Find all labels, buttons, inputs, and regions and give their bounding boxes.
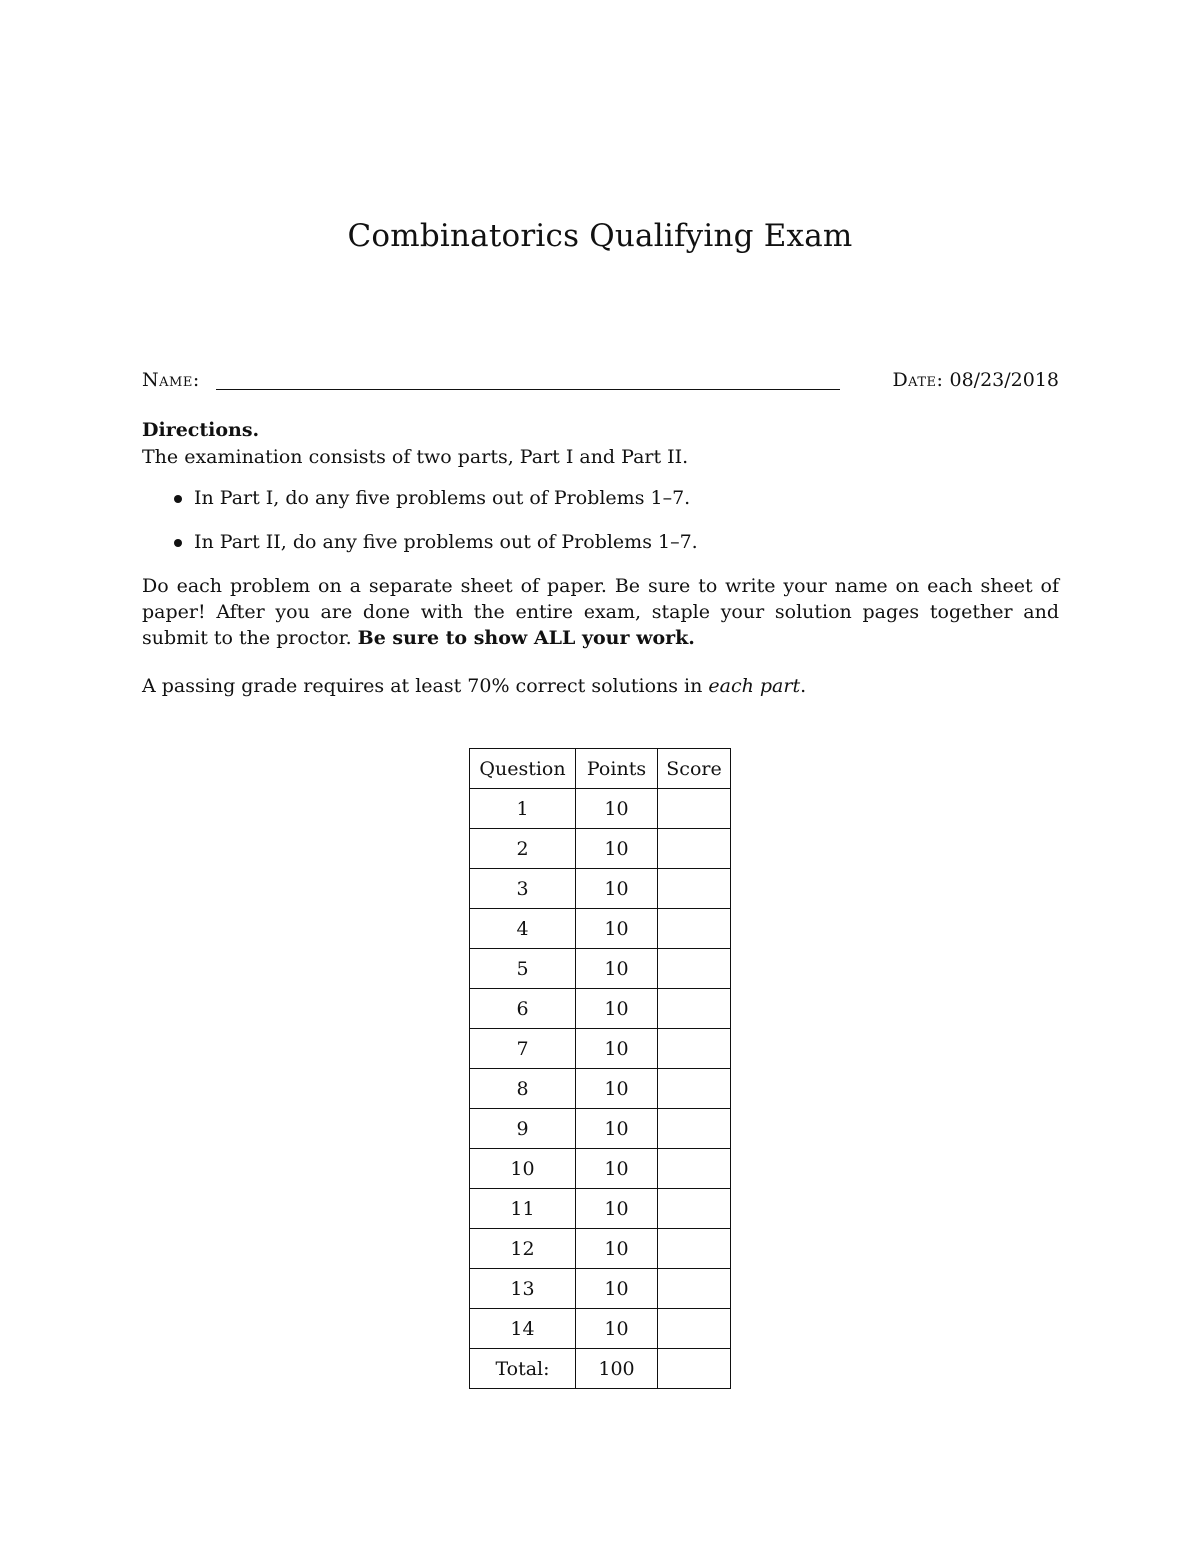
table-row bbox=[470, 1189, 731, 1229]
points-cell: 10 bbox=[576, 869, 658, 909]
score-cell bbox=[658, 1269, 731, 1309]
score-cell bbox=[658, 869, 731, 909]
question-number-cell: 12 bbox=[470, 1229, 576, 1269]
question-number-cell: 1 bbox=[470, 789, 576, 829]
score-cell bbox=[658, 909, 731, 949]
points-cell: 10 bbox=[576, 1109, 658, 1149]
table-header-row bbox=[470, 749, 731, 789]
table-row bbox=[470, 1229, 731, 1269]
name-field-line bbox=[216, 389, 840, 390]
table-row bbox=[470, 1149, 731, 1189]
question-number-cell: 11 bbox=[470, 1189, 576, 1229]
date-label: Date: bbox=[892, 369, 944, 391]
score-cell bbox=[658, 1149, 731, 1189]
score-cell bbox=[658, 1229, 731, 1269]
instructions-text: Do each problem on a separate sheet of paper. Be sure to write your name on each sheet of paper! After you are done with the entire exam, staple your solution pages together and submit to the proctor. bbox=[142, 575, 1059, 649]
score-cell bbox=[658, 989, 731, 1029]
header-score: Score bbox=[658, 749, 731, 789]
header-points: Points bbox=[576, 749, 658, 789]
question-number-cell: 8 bbox=[470, 1069, 576, 1109]
passing-end: . bbox=[800, 675, 807, 697]
table-row bbox=[470, 949, 731, 989]
total-label-cell: Total: bbox=[470, 1349, 576, 1389]
table-row bbox=[470, 829, 731, 869]
list-item bbox=[142, 529, 1059, 556]
bullet-icon bbox=[174, 539, 182, 547]
date-value: 08/23/2018 bbox=[949, 369, 1059, 391]
rule-text: In Part II, do any five problems out of Problems 1–7. bbox=[194, 531, 698, 553]
points-cell: 10 bbox=[576, 1029, 658, 1069]
passing-emphasis: each part bbox=[708, 675, 801, 697]
score-cell bbox=[658, 1029, 731, 1069]
bullet-icon bbox=[174, 495, 182, 503]
points-cell: 10 bbox=[576, 1149, 658, 1189]
question-number-cell: 7 bbox=[470, 1029, 576, 1069]
points-cell: 10 bbox=[576, 909, 658, 949]
directions-heading: Directions. bbox=[142, 419, 260, 441]
score-cell bbox=[658, 949, 731, 989]
table-row bbox=[470, 909, 731, 949]
instructions-bold: Be sure to show ALL your work. bbox=[357, 627, 695, 649]
directions-intro: The examination consists of two parts, Part I and Part II. bbox=[142, 446, 689, 468]
list-item bbox=[142, 485, 1059, 512]
total-score-cell bbox=[658, 1349, 731, 1389]
passing-text: A passing grade requires at least 70% correct solutions in bbox=[142, 675, 703, 697]
question-number-cell: 9 bbox=[470, 1109, 576, 1149]
table-row bbox=[470, 789, 731, 829]
points-cell: 10 bbox=[576, 949, 658, 989]
table-row bbox=[470, 1309, 731, 1349]
table-row bbox=[470, 1109, 731, 1149]
table-row bbox=[470, 1069, 731, 1109]
rule-text: In Part I, do any five problems out of Problems 1–7. bbox=[194, 487, 691, 509]
date-field bbox=[892, 369, 1059, 391]
score-cell bbox=[658, 1109, 731, 1149]
points-cell: 10 bbox=[576, 1189, 658, 1229]
name-label: Name: bbox=[142, 369, 200, 391]
score-cell bbox=[658, 1309, 731, 1349]
points-cell: 10 bbox=[576, 1269, 658, 1309]
question-number-cell: 5 bbox=[470, 949, 576, 989]
exam-title: Combinatorics Qualifying Exam bbox=[347, 218, 853, 254]
points-cell: 10 bbox=[576, 1309, 658, 1349]
directions-section bbox=[142, 417, 1059, 700]
total-row bbox=[470, 1349, 731, 1389]
name-date-row bbox=[142, 369, 1059, 399]
points-cell: 10 bbox=[576, 789, 658, 829]
header-question: Question bbox=[470, 749, 576, 789]
question-number-cell: 2 bbox=[470, 829, 576, 869]
points-cell: 10 bbox=[576, 1229, 658, 1269]
score-cell bbox=[658, 829, 731, 869]
table-row bbox=[470, 869, 731, 909]
question-number-cell: 3 bbox=[470, 869, 576, 909]
score-table bbox=[469, 748, 731, 1389]
total-points-cell: 100 bbox=[576, 1349, 658, 1389]
points-cell: 10 bbox=[576, 989, 658, 1029]
question-number-cell: 4 bbox=[470, 909, 576, 949]
passing-paragraph bbox=[142, 673, 1059, 700]
question-number-cell: 6 bbox=[470, 989, 576, 1029]
directions-rules-list bbox=[142, 485, 1059, 556]
table-row bbox=[470, 1029, 731, 1069]
question-number-cell: 13 bbox=[470, 1269, 576, 1309]
question-number-cell: 10 bbox=[470, 1149, 576, 1189]
instructions-paragraph bbox=[142, 573, 1059, 651]
points-cell: 10 bbox=[576, 1069, 658, 1109]
score-table-body bbox=[470, 789, 731, 1389]
question-number-cell: 14 bbox=[470, 1309, 576, 1349]
score-cell bbox=[658, 789, 731, 829]
score-cell bbox=[658, 1069, 731, 1109]
table-row bbox=[470, 1269, 731, 1309]
score-cell bbox=[658, 1189, 731, 1229]
points-cell: 10 bbox=[576, 829, 658, 869]
table-row bbox=[470, 989, 731, 1029]
